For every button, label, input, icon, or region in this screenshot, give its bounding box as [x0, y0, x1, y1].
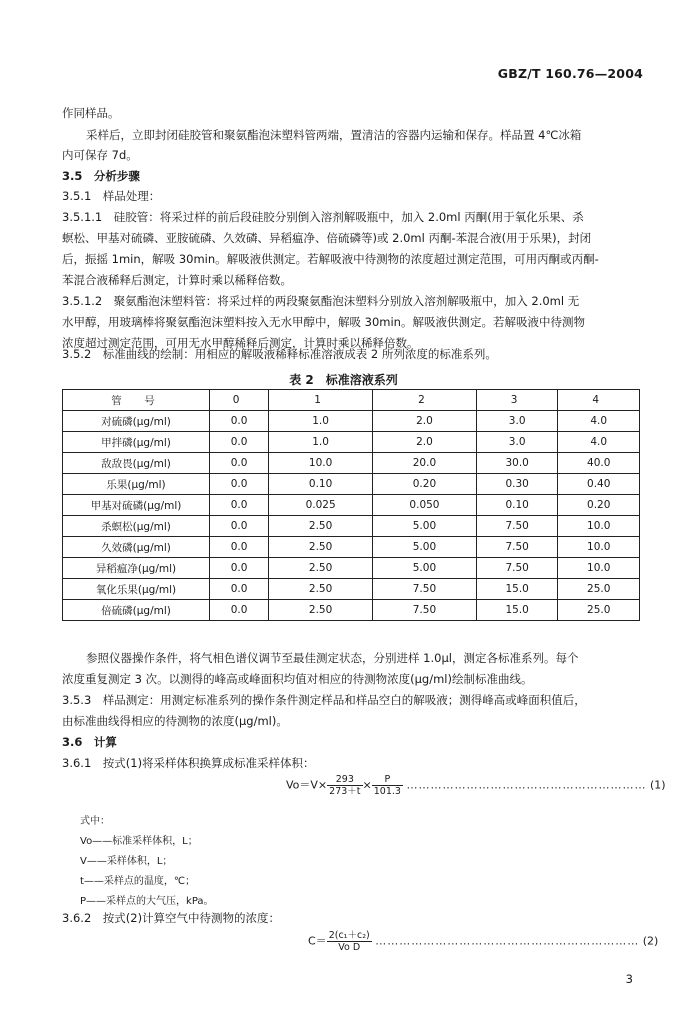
section-3-5-1-2-line1: 3.5.1.2 聚氨酯泡沫塑料管：将采过样的两段聚氨酯泡沫塑料分别放入溶剂解吸瓶中，加入 2.0ml 无 — [62, 294, 580, 308]
table-row — [63, 537, 640, 558]
cell: 0.0 — [210, 537, 269, 558]
standard-code: GBZ/T 160.76—2004 — [497, 66, 643, 81]
cell: 4.0 — [558, 432, 640, 453]
row-label: 乐果(μg/ml) — [63, 474, 210, 495]
cell: 2.50 — [269, 600, 373, 621]
where-item-v: V——采样体积，L； — [80, 856, 173, 867]
cell: 1.0 — [269, 411, 373, 432]
cell: 10.0 — [269, 453, 373, 474]
header-cell: 2 — [373, 390, 477, 411]
cell: 25.0 — [558, 600, 640, 621]
cell: 2.0 — [373, 432, 477, 453]
cell: 4.0 — [558, 411, 640, 432]
table-row — [63, 411, 640, 432]
cell: 2.50 — [269, 579, 373, 600]
cell: 0.30 — [476, 474, 558, 495]
cell: 0.0 — [210, 579, 269, 600]
cell: 0.0 — [210, 474, 269, 495]
cell: 40.0 — [558, 453, 640, 474]
table-row — [63, 432, 640, 453]
cell: 30.0 — [476, 453, 558, 474]
paragraph-continuation: 作同样品。 — [62, 106, 120, 120]
cell: 0.0 — [210, 558, 269, 579]
paragraph-instrument-line1: 参照仪器操作条件，将气相色谱仪调节至最佳测定状态，分别进样 1.0μl，测定各标准系列。每个 — [86, 651, 579, 665]
header-cell: 1 — [269, 390, 373, 411]
cell: 0.20 — [373, 474, 477, 495]
table-row — [63, 453, 640, 474]
table-row — [63, 516, 640, 537]
page-number: 3 — [625, 972, 633, 986]
cell: 0.10 — [476, 495, 558, 516]
row-label: 氧化乐果(μg/ml) — [63, 579, 210, 600]
cell: 5.00 — [373, 537, 477, 558]
fraction-numerator: 2(c₁＋c₂) — [328, 930, 370, 941]
formula-2 — [308, 930, 658, 953]
section-3-5-3-line1: 3.5.3 样品测定：用测定标准系列的操作条件测定样品和样品空白的解吸液；测得峰高或峰面积值后， — [62, 693, 586, 707]
cell: 25.0 — [558, 579, 640, 600]
formula-1-number: (1) — [649, 778, 666, 792]
fraction-denominator: 101.3 — [373, 786, 401, 797]
cell: 0.10 — [269, 474, 373, 495]
section-3-5-1-1-line1: 3.5.1.1 硅胶管：将采过样的前后段硅胶分别倒入溶剂解吸瓶中，加入 2.0ml 丙酮(用于氧化乐果、杀 — [62, 210, 584, 224]
cell: 2.50 — [269, 558, 373, 579]
heading-3-5: 3.5 分析步骤 — [62, 169, 140, 183]
fraction-denominator: Vo D — [338, 942, 361, 953]
where-item-vo: Vo——标准采样体积，L； — [80, 836, 198, 847]
section-3-5-1-1-line2: 螟松、甲基对硫磷、亚胺硫磷、久效磷、异稻瘟净、倍硫磷等)或 2.0ml 丙酮-苯混合液(用于乐果)，封闭 — [62, 231, 592, 245]
cell: 0.050 — [373, 495, 477, 516]
section-3-5-3-line2: 由标准曲线得相应的待测物的浓度(μg/ml)。 — [62, 714, 288, 728]
cell: 10.0 — [558, 516, 640, 537]
cell: 7.50 — [476, 516, 558, 537]
formula-2-fraction — [327, 930, 372, 953]
table-title: 表 2 标准溶液系列 — [289, 373, 398, 387]
cell: 15.0 — [476, 600, 558, 621]
formula-1-lhs: Vo＝V× — [286, 778, 328, 792]
cell: 0.40 — [558, 474, 640, 495]
cell: 10.0 — [558, 558, 640, 579]
section-3-5-1-1-line4: 苯混合液稀释后测定，计算时乘以稀释倍数。 — [62, 273, 292, 287]
table-row — [63, 495, 640, 516]
section-3-5-2: 3.5.2 标准曲线的绘制：用相应的解吸液稀释标准溶液成表 2 所列浓度的标准系列。 — [62, 347, 497, 361]
cell: 7.50 — [476, 558, 558, 579]
formula-2-leader-dots: ………………………………………………………… — [375, 934, 640, 948]
formula-1-leader-dots: …………………………………………………… — [406, 778, 647, 792]
cell: 5.00 — [373, 516, 477, 537]
formula-1-fraction-temperature — [327, 774, 362, 797]
table-row — [63, 558, 640, 579]
cell: 20.0 — [373, 453, 477, 474]
table-row — [63, 474, 640, 495]
row-label: 对硫磷(μg/ml) — [63, 411, 210, 432]
cell: 0.025 — [269, 495, 373, 516]
section-3-5-1-1-line3: 后，振摇 1min，解吸 30min。解吸液供测定。若解吸液中待测物的浓度超过测定范围，可用丙酮或丙酮- — [62, 252, 599, 266]
table-header-row — [63, 390, 640, 411]
section-3-5-1-2-line3: 浓度超过测定范围，可用无水甲醇稀释后测定，计算时乘以稀释倍数。 — [62, 336, 419, 350]
cell: 2.0 — [373, 411, 477, 432]
standard-solution-table — [62, 389, 640, 621]
formula-2-number: (2) — [642, 934, 659, 948]
row-label: 久效磷(μg/ml) — [63, 537, 210, 558]
cell: 15.0 — [476, 579, 558, 600]
fraction-denominator: 273＋t — [329, 786, 361, 797]
section-3-6-2: 3.6.2 按式(2)计算空气中待测物的浓度： — [62, 911, 281, 925]
paragraph-instrument-line2: 浓度重复测定 3 次。以测得的峰高或峰面积均值对相应的待测物浓度(μg/ml)绘制标准曲线。 — [62, 672, 533, 686]
paragraph-storage-line2: 内可保存 7d。 — [62, 148, 138, 162]
row-label: 倍硫磷(μg/ml) — [63, 600, 210, 621]
where-label: 式中： — [80, 816, 110, 827]
cell: 3.0 — [476, 432, 558, 453]
cell: 7.50 — [476, 537, 558, 558]
formula-1-fraction-pressure — [372, 774, 403, 797]
cell: 2.50 — [269, 516, 373, 537]
header-cell: 0 — [210, 390, 269, 411]
cell: 3.0 — [476, 411, 558, 432]
row-label: 甲基对硫磷(μg/ml) — [63, 495, 210, 516]
cell: 0.0 — [210, 516, 269, 537]
section-3-5-1-2-line2: 水甲醇，用玻璃棒将聚氨酯泡沫塑料按入无水甲醇中，解吸 30min。解吸液供测定。若解吸液中待测物 — [62, 315, 585, 329]
table-row — [63, 579, 640, 600]
row-label: 异稻瘟净(μg/ml) — [63, 558, 210, 579]
cell: 0.0 — [210, 453, 269, 474]
cell: 7.50 — [373, 579, 477, 600]
row-label: 杀螟松(μg/ml) — [63, 516, 210, 537]
cell: 5.00 — [373, 558, 477, 579]
table-row — [63, 600, 640, 621]
header-cell: 3 — [476, 390, 558, 411]
where-item-t: t——采样点的温度，℃； — [80, 876, 196, 887]
formula-2-lhs: C＝ — [308, 934, 327, 948]
cell: 0.20 — [558, 495, 640, 516]
formula-1-times: × — [362, 778, 372, 792]
section-3-6-1: 3.6.1 按式(1)将采样体积换算成标准采样体积： — [62, 756, 315, 770]
cell: 0.0 — [210, 432, 269, 453]
where-item-p: P——采样点的大气压，kPa。 — [80, 896, 214, 907]
formula-1 — [286, 774, 666, 797]
fraction-numerator: 293 — [327, 774, 362, 786]
cell: 2.50 — [269, 537, 373, 558]
paragraph-storage-line1: 采样后，立即封闭硅胶管和聚氨酯泡沫塑料管两端，置清洁的容器内运输和保存。样品置 4℃冰箱 — [86, 128, 582, 142]
cell: 7.50 — [373, 600, 477, 621]
cell: 1.0 — [269, 432, 373, 453]
heading-3-5-1: 3.5.1 样品处理： — [62, 189, 161, 203]
row-label: 敌敌畏(μg/ml) — [63, 453, 210, 474]
cell: 10.0 — [558, 537, 640, 558]
cell: 0.0 — [210, 411, 269, 432]
row-label: 甲拌磷(μg/ml) — [63, 432, 210, 453]
heading-3-6: 3.6 计算 — [62, 735, 117, 749]
header-cell: 管 号 — [63, 390, 210, 411]
header-cell: 4 — [558, 390, 640, 411]
cell: 0.0 — [210, 600, 269, 621]
cell: 0.0 — [210, 495, 269, 516]
fraction-numerator: P — [372, 774, 403, 786]
